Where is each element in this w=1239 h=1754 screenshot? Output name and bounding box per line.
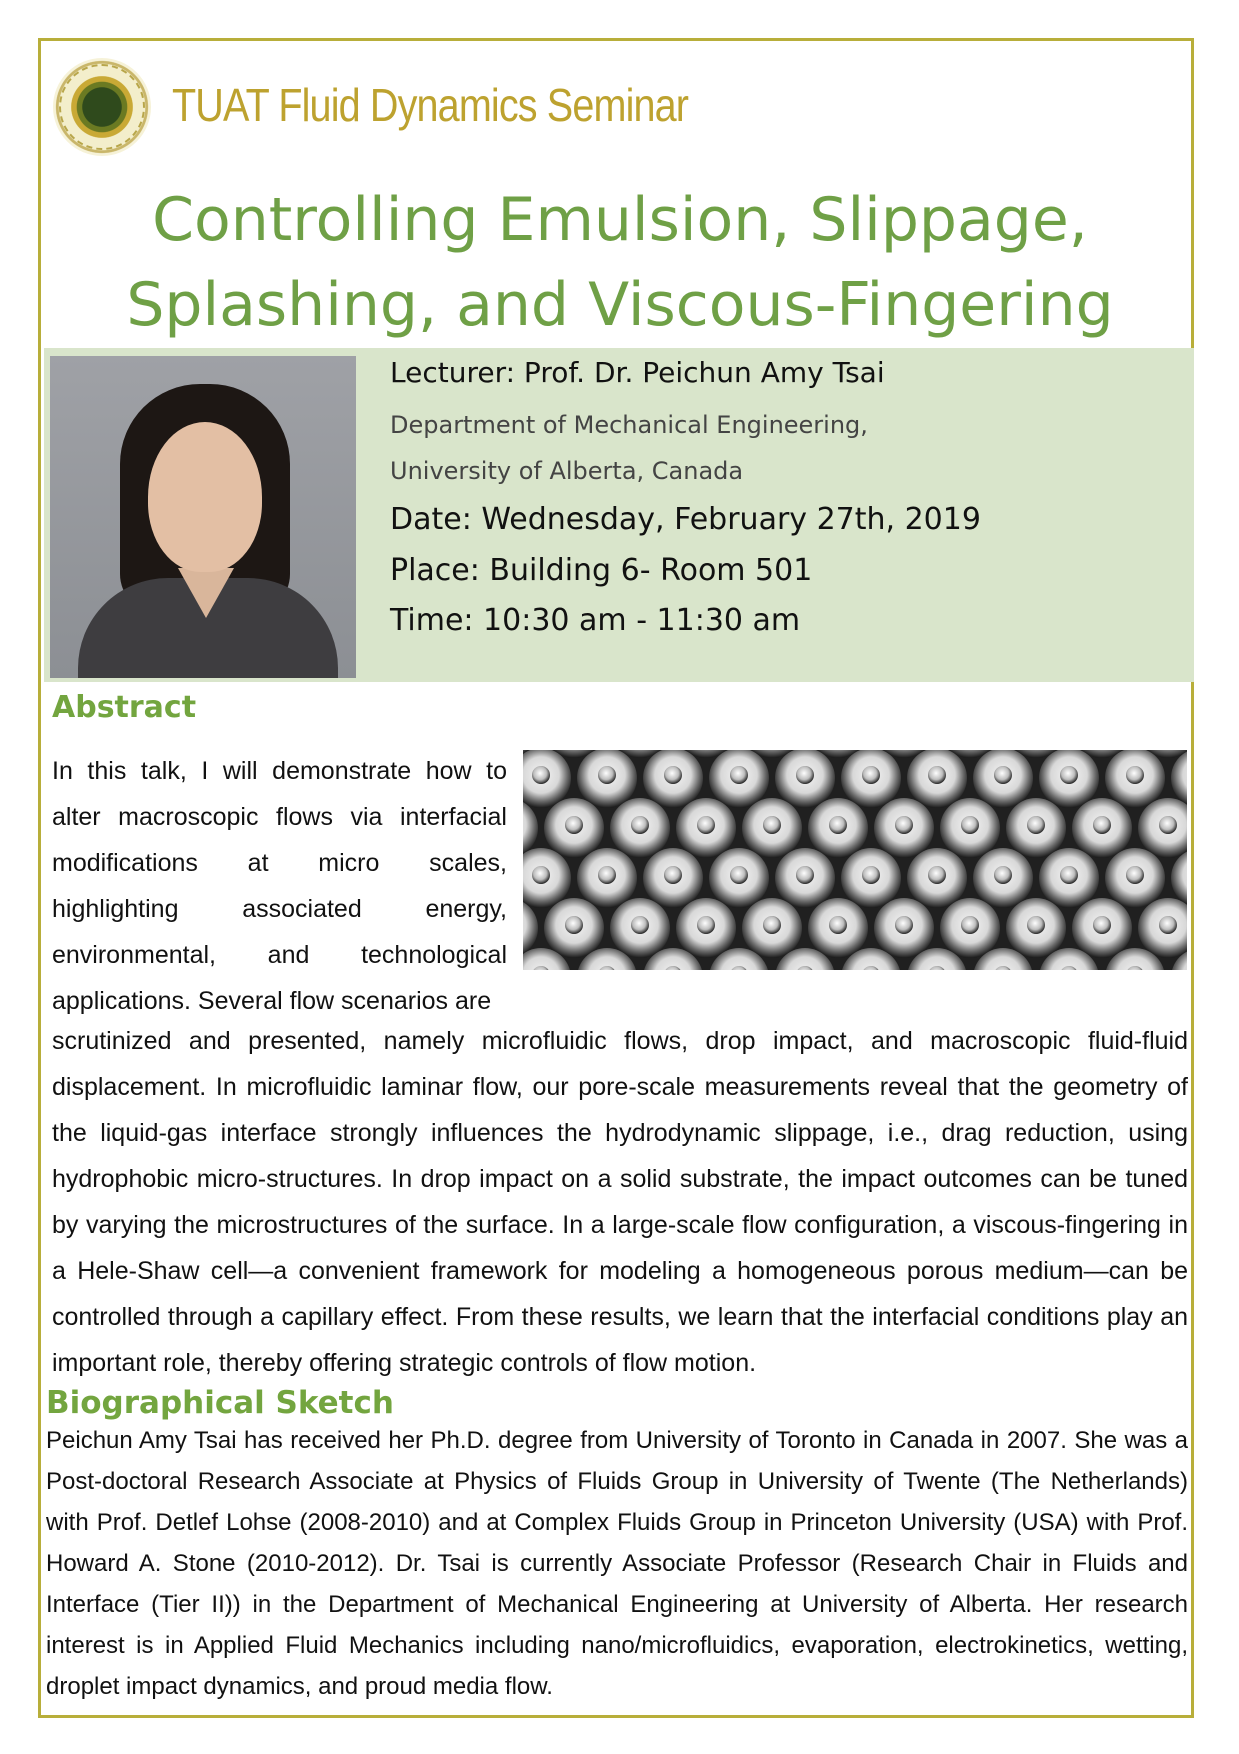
emulsion-droplet-core bbox=[961, 816, 979, 834]
emulsion-droplet-core bbox=[895, 816, 913, 834]
emulsion-droplet-core bbox=[532, 866, 550, 884]
emulsion-droplet-core bbox=[1093, 816, 1111, 834]
emulsion-droplet-core bbox=[1159, 916, 1177, 934]
lecturer-name: Lecturer: Prof. Dr. Peichun Amy Tsai bbox=[390, 356, 885, 389]
department-line-1: Department of Mechanical Engineering, bbox=[390, 411, 868, 439]
emulsion-droplet-core bbox=[994, 866, 1012, 884]
emulsion-droplet-core bbox=[862, 766, 880, 784]
abstract-heading: Abstract bbox=[52, 690, 197, 725]
biographical-sketch-text: Peichun Amy Tsai has received her Ph.D. degree from University of Toronto in Canada in 2007. She was a Post-doctoral Research Associate at Physics of Fluids Group in University of Twente (The Netherlands) with Prof. Detlef Lohse (2008-2010) and at Complex Fluids Group in Princeton University (USA) with Prof. Howard A. Stone (2010-2012). Dr. Tsai is currently Associate Professor (Research Chair in Fluids and Interface (Tier II)) in the Department of Mechanical Engineering at University of Alberta. Her research interest is in Applied Fluid Mechanics including nano/microfluidics, evaporation, electrokinetics, wetting, droplet impact dynamics, and proud media flow. bbox=[46, 1427, 1188, 1700]
seminar-time: Time: 10:30 am - 11:30 am bbox=[390, 603, 801, 638]
talk-title-line-1: Controlling Emulsion, Slippage, bbox=[152, 185, 1088, 255]
emulsion-droplet-core bbox=[631, 916, 649, 934]
emulsion-droplet-core bbox=[994, 766, 1012, 784]
seminar-title: TUAT Fluid Dynamics Seminar bbox=[172, 79, 689, 131]
emulsion-droplet-core bbox=[796, 866, 814, 884]
emulsion-droplet-core bbox=[631, 816, 649, 834]
emulsion-droplet-core bbox=[928, 766, 946, 784]
seminar-place: Place: Building 6- Room 501 bbox=[390, 553, 813, 588]
abstract-text-continued: scrutinized and presented, namely microfluidic flows, drop impact, and macroscopic fluid-fluid displacement. In microfluidic laminar flow, our pore-scale measurements reveal that the geometry of the liquid-gas interface strongly influences the hydrodynamic slippage, i.e., drag reduction, using hydrophobic micro-structures. In drop impact on a solid substrate, the impact outcomes can be tuned by varying the microstructures of the surface. In a large-scale flow configuration, a viscous-fingering in a Hele-Shaw cell—a convenient framework for modeling a homogeneous porous medium—can be controlled through a capillary effect. From these results, we learn that the interfacial conditions play an important role, thereby offering strategic controls of flow motion. bbox=[52, 1027, 1188, 1377]
emulsion-droplet-core bbox=[895, 916, 913, 934]
emulsion-droplet-core bbox=[763, 916, 781, 934]
university-seal-logo bbox=[53, 58, 151, 156]
emulsion-droplet-core bbox=[598, 866, 616, 884]
emulsion-droplet-core bbox=[565, 816, 583, 834]
emulsion-droplet-core bbox=[565, 916, 583, 934]
emulsion-droplet-core bbox=[598, 766, 616, 784]
emulsion-droplet-core bbox=[862, 866, 880, 884]
emulsion-droplet-core bbox=[1159, 816, 1177, 834]
emulsion-droplet-core bbox=[829, 816, 847, 834]
biographical-sketch-heading: Biographical Sketch bbox=[46, 1385, 394, 1421]
emulsion-droplet-core bbox=[763, 816, 781, 834]
lecturer-photo bbox=[50, 356, 356, 678]
emulsion-droplets-image bbox=[523, 750, 1187, 970]
talk-title bbox=[60, 178, 1180, 348]
emulsion-droplet-core bbox=[928, 866, 946, 884]
seminar-date: Date: Wednesday, February 27th, 2019 bbox=[390, 502, 981, 537]
emulsion-droplet-core bbox=[1060, 866, 1078, 884]
department-line-2: University of Alberta, Canada bbox=[390, 457, 744, 485]
talk-title-line-2: Splashing, and Viscous-Fingering bbox=[126, 270, 1114, 340]
emulsion-droplet-core bbox=[730, 766, 748, 784]
emulsion-droplet-core bbox=[1126, 866, 1144, 884]
emulsion-droplet-core bbox=[532, 766, 550, 784]
emulsion-droplet-core bbox=[1126, 766, 1144, 784]
emulsion-droplet-core bbox=[664, 866, 682, 884]
emulsion-droplet-core bbox=[1060, 766, 1078, 784]
emulsion-droplet-core bbox=[1027, 916, 1045, 934]
emulsion-droplet-core bbox=[796, 766, 814, 784]
emulsion-droplet-core bbox=[1027, 816, 1045, 834]
emulsion-droplet-core bbox=[730, 866, 748, 884]
emulsion-droplet-core bbox=[664, 766, 682, 784]
emulsion-droplet-core bbox=[697, 816, 715, 834]
emulsion-droplet-core bbox=[961, 916, 979, 934]
abstract-text-intro: In this talk, I will demonstrate how to alter macroscopic flows via interfacial modifications at micro scales, highlighting associated energy, environmental, and technological applications. Several flow scenarios are bbox=[52, 757, 507, 1015]
emulsion-droplet-core bbox=[829, 916, 847, 934]
emulsion-droplet-core bbox=[1093, 916, 1111, 934]
emulsion-droplet-core bbox=[697, 916, 715, 934]
